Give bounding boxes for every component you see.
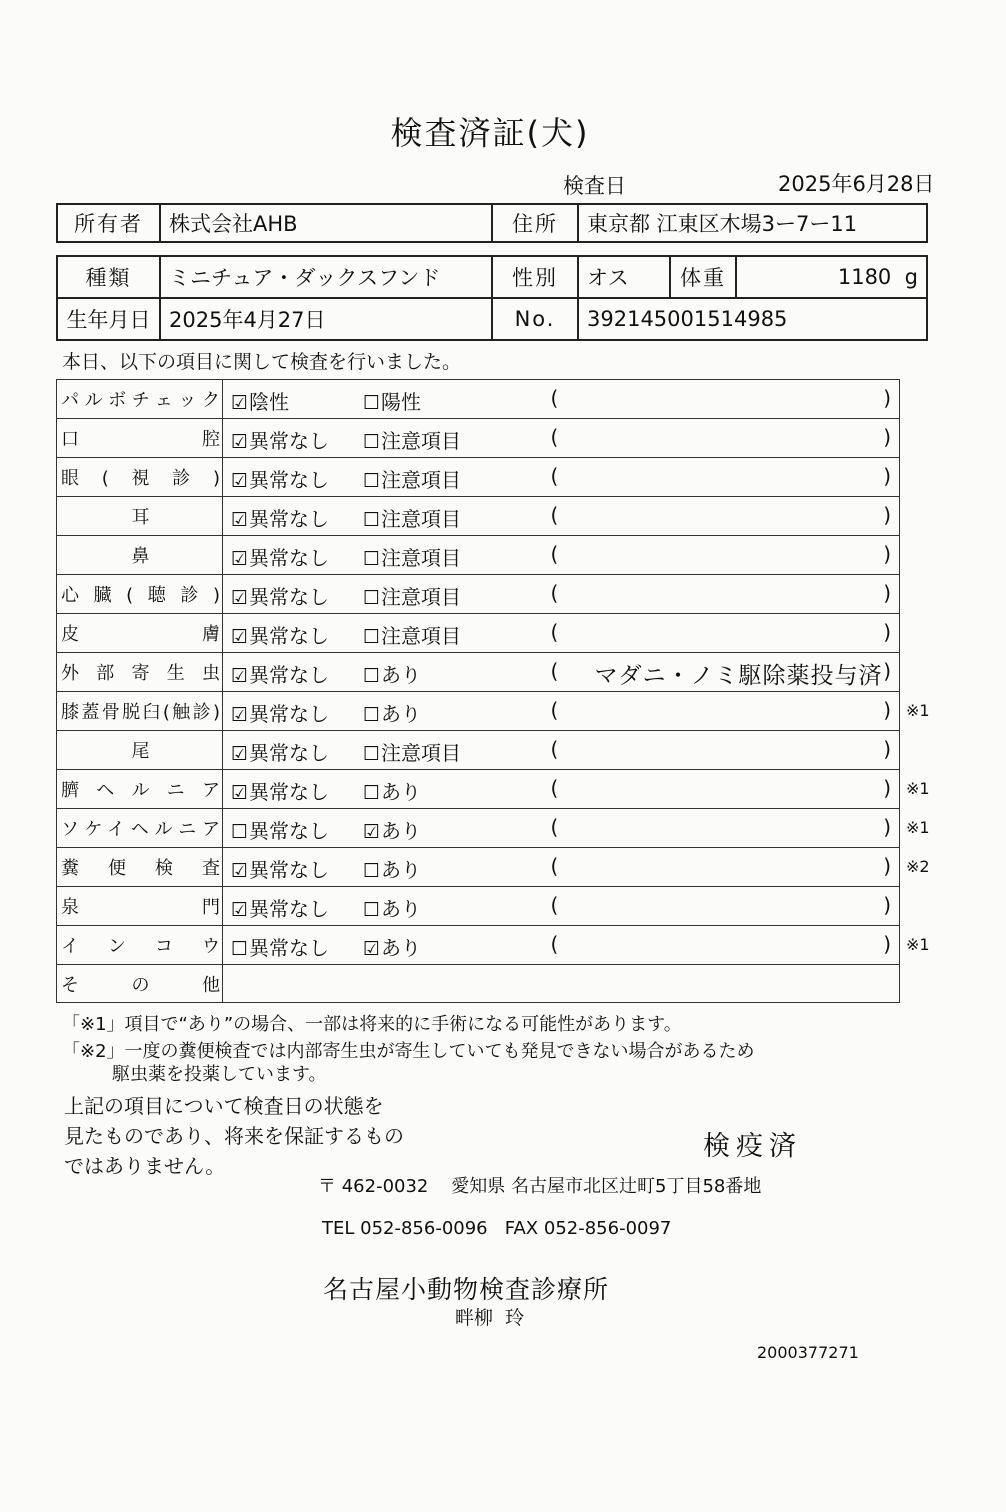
inspection-row bbox=[57, 419, 900, 458]
checkbox-icon: ☐ bbox=[363, 743, 381, 765]
number-value: 392145001514985 bbox=[578, 298, 927, 340]
inspection-remarks bbox=[551, 692, 900, 731]
weight-unit: g bbox=[904, 265, 918, 289]
address-label: 住所 bbox=[492, 204, 578, 242]
inspection-row bbox=[57, 575, 900, 614]
open-paren: ( bbox=[550, 425, 559, 449]
inspection-row bbox=[57, 770, 900, 809]
open-paren: ( bbox=[550, 581, 559, 605]
owner-label: 所有者 bbox=[57, 204, 160, 242]
checkbox-icon: ☐ bbox=[363, 782, 381, 804]
inspection-item-label: ソケイヘルニア bbox=[57, 809, 223, 848]
option-normal bbox=[231, 854, 329, 883]
checkbox-icon: ☐ bbox=[363, 392, 381, 414]
weight-value: 1180 bbox=[837, 265, 892, 289]
option-normal bbox=[231, 620, 329, 649]
checkbox-icon: ☐ bbox=[231, 821, 249, 843]
open-paren: ( bbox=[550, 893, 559, 917]
inspection-row bbox=[57, 887, 900, 926]
option-label: あり bbox=[381, 858, 422, 882]
inspection-options bbox=[223, 926, 551, 965]
footnote-mark: ※1 bbox=[906, 935, 930, 954]
option-abnormal bbox=[363, 815, 421, 844]
species-value: ミニチュア・ダックスフンド bbox=[160, 256, 492, 298]
checkbox-icon: ☑ bbox=[363, 938, 381, 960]
inspection-row bbox=[57, 497, 900, 536]
inspection-remarks bbox=[551, 653, 900, 692]
option-label: あり bbox=[381, 702, 422, 726]
inspection-row bbox=[57, 809, 900, 848]
checkbox-icon: ☑ bbox=[231, 743, 249, 765]
disclaimer: 上記の項目について検査日の状態を 見たものであり、将来を保証するもの ではありません。 bbox=[64, 1094, 404, 1178]
inspection-remarks bbox=[551, 731, 900, 770]
option-abnormal bbox=[363, 581, 461, 610]
open-paren: ( bbox=[550, 932, 559, 956]
inspection-options bbox=[223, 848, 551, 887]
footnote-mark: ※2 bbox=[906, 857, 930, 876]
inspection-remarks bbox=[551, 848, 900, 887]
checkbox-icon: ☑ bbox=[231, 899, 249, 921]
open-paren: ( bbox=[550, 659, 559, 683]
option-normal bbox=[231, 932, 329, 961]
inspection-remarks bbox=[551, 536, 900, 575]
inspection-item-label: 耳 bbox=[57, 497, 223, 536]
checkbox-icon: ☐ bbox=[363, 431, 381, 453]
veterinarian-name: 畔柳 玲 bbox=[455, 1307, 525, 1329]
weight-label: 体重 bbox=[670, 256, 736, 298]
option-label: 異常なし bbox=[249, 936, 330, 960]
intro-text: 本日、以下の項目に関して検査を行いました。 bbox=[62, 351, 462, 373]
inspection-remarks bbox=[551, 575, 900, 614]
option-label: あり bbox=[381, 936, 422, 960]
option-label: 異常なし bbox=[249, 897, 330, 921]
checkbox-icon: ☐ bbox=[363, 704, 381, 726]
option-abnormal bbox=[363, 620, 461, 649]
inspection-item-label: 鼻 bbox=[57, 536, 223, 575]
remark-text: マダニ・ノミ駆除薬投与済 bbox=[594, 663, 883, 689]
option-abnormal bbox=[363, 464, 461, 493]
inspection-item-label: 臍ヘルニア bbox=[57, 770, 223, 809]
inspection-item-label: 膝蓋骨脱臼(触診) bbox=[57, 692, 223, 731]
checkbox-icon: ☐ bbox=[363, 626, 381, 648]
footnote-2-line1: 「※2」一度の糞便検査では内部寄生虫が寄生していても発見できない場合があるため bbox=[62, 1041, 755, 1062]
option-normal bbox=[231, 464, 329, 493]
inspection-options bbox=[223, 419, 551, 458]
option-label: 陽性 bbox=[381, 390, 422, 414]
close-paren: ) bbox=[883, 659, 891, 683]
clinic-phone-fax: TEL 052-856-0096 FAX 052-856-0097 bbox=[322, 1218, 672, 1239]
weight-cell bbox=[736, 256, 927, 298]
close-paren: ) bbox=[883, 932, 891, 956]
inspection-options bbox=[223, 536, 551, 575]
birthdate-value: 2025年4月27日 bbox=[160, 298, 492, 340]
inspection-item-label: インコウ bbox=[57, 926, 223, 965]
quarantine-stamp: 検疫済 bbox=[703, 1131, 802, 1162]
close-paren: ) bbox=[883, 542, 891, 566]
number-label: No. bbox=[492, 298, 578, 340]
inspection-options bbox=[223, 575, 551, 614]
close-paren: ) bbox=[883, 776, 891, 800]
option-abnormal bbox=[363, 698, 421, 727]
footnote-mark: ※1 bbox=[906, 701, 930, 720]
checkbox-icon: ☑ bbox=[231, 860, 249, 882]
checkbox-icon: ☐ bbox=[363, 509, 381, 531]
inspection-remarks bbox=[551, 458, 900, 497]
inspection-row bbox=[57, 380, 900, 419]
inspection-options bbox=[223, 809, 551, 848]
owner-value: 株式会社AHB bbox=[160, 204, 492, 242]
open-paren: ( bbox=[550, 854, 559, 878]
inspection-remarks bbox=[551, 497, 900, 536]
inspection-row bbox=[57, 692, 900, 731]
inspection-options bbox=[223, 731, 551, 770]
other-label: その他 bbox=[57, 965, 223, 1003]
close-paren: ) bbox=[883, 464, 891, 488]
option-normal bbox=[231, 542, 329, 571]
close-paren: ) bbox=[883, 581, 891, 605]
open-paren: ( bbox=[550, 815, 559, 839]
open-paren: ( bbox=[550, 620, 559, 644]
option-normal bbox=[231, 503, 329, 532]
option-label: 注意項目 bbox=[381, 741, 462, 765]
option-label: あり bbox=[381, 780, 422, 804]
inspection-item-label: パルボチェック bbox=[57, 380, 223, 419]
inspection-remarks bbox=[551, 419, 900, 458]
open-paren: ( bbox=[550, 737, 559, 761]
option-abnormal bbox=[363, 776, 421, 805]
checkbox-icon: ☐ bbox=[363, 665, 381, 687]
option-label: 異常なし bbox=[249, 741, 330, 765]
inspection-item-label: 皮膚 bbox=[57, 614, 223, 653]
option-label: あり bbox=[381, 819, 422, 843]
owner-table bbox=[56, 203, 928, 243]
clinic-name: 名古屋小動物検査診療所 bbox=[323, 1275, 610, 1304]
checkbox-icon: ☐ bbox=[231, 938, 249, 960]
inspection-row bbox=[57, 536, 900, 575]
inspection-item-label: 外部寄生虫 bbox=[57, 653, 223, 692]
species-label: 種類 bbox=[57, 256, 160, 298]
checkbox-icon: ☑ bbox=[231, 392, 249, 414]
inspection-row bbox=[57, 614, 900, 653]
option-normal bbox=[231, 815, 329, 844]
option-label: 異常なし bbox=[249, 507, 330, 531]
option-normal bbox=[231, 659, 329, 688]
serial-number: 2000377271 bbox=[757, 1343, 859, 1362]
option-normal bbox=[231, 737, 329, 766]
inspection-remarks bbox=[551, 809, 900, 848]
open-paren: ( bbox=[550, 542, 559, 566]
inspection-options bbox=[223, 458, 551, 497]
checkbox-icon: ☑ bbox=[231, 470, 249, 492]
option-label: 異常なし bbox=[249, 780, 330, 804]
option-abnormal bbox=[363, 659, 421, 688]
option-label: 注意項目 bbox=[381, 468, 462, 492]
checkbox-icon: ☑ bbox=[231, 626, 249, 648]
option-normal bbox=[231, 776, 329, 805]
checkbox-icon: ☐ bbox=[363, 548, 381, 570]
inspection-row bbox=[57, 458, 900, 497]
inspection-item-label: 尾 bbox=[57, 731, 223, 770]
option-normal bbox=[231, 581, 329, 610]
checkbox-icon: ☑ bbox=[363, 821, 381, 843]
option-label: 注意項目 bbox=[381, 546, 462, 570]
checkbox-icon: ☑ bbox=[231, 665, 249, 687]
option-label: 異常なし bbox=[249, 624, 330, 648]
option-label: 異常なし bbox=[249, 663, 330, 687]
footnote-1: 「※1」項目で“あり”の場合、一部は将来的に手術になる可能性があります。 bbox=[62, 1014, 682, 1035]
document-title: 検査済証(犬) bbox=[390, 114, 590, 152]
option-label: 異常なし bbox=[249, 702, 330, 726]
option-label: あり bbox=[381, 663, 422, 687]
inspection-item-label: 心臓(聴診) bbox=[57, 575, 223, 614]
option-normal bbox=[231, 425, 329, 454]
birthdate-label: 生年月日 bbox=[57, 298, 160, 340]
option-label: 異常なし bbox=[249, 546, 330, 570]
close-paren: ) bbox=[883, 503, 891, 527]
option-abnormal bbox=[363, 425, 461, 454]
inspection-item-label: 糞便検査 bbox=[57, 848, 223, 887]
option-normal bbox=[231, 698, 329, 727]
inspection-options bbox=[223, 770, 551, 809]
inspection-remarks bbox=[551, 380, 900, 419]
open-paren: ( bbox=[550, 386, 559, 410]
checkbox-icon: ☑ bbox=[231, 704, 249, 726]
inspection-options bbox=[223, 653, 551, 692]
inspection-options bbox=[223, 614, 551, 653]
sex-value: オス bbox=[578, 256, 670, 298]
sex-label: 性別 bbox=[492, 256, 578, 298]
inspection-table bbox=[56, 379, 900, 1003]
checkbox-icon: ☑ bbox=[231, 431, 249, 453]
option-label: 異常なし bbox=[249, 468, 330, 492]
inspection-remarks bbox=[551, 926, 900, 965]
option-abnormal bbox=[363, 386, 421, 415]
option-normal bbox=[231, 893, 329, 922]
clinic-address: 〒 462-0032 愛知県 名古屋市北区辻町5丁目58番地 bbox=[318, 1176, 762, 1197]
close-paren: ) bbox=[883, 893, 891, 917]
inspection-item-label: 眼(視診) bbox=[57, 458, 223, 497]
checkbox-icon: ☐ bbox=[363, 470, 381, 492]
inspection-row bbox=[57, 848, 900, 887]
open-paren: ( bbox=[550, 776, 559, 800]
option-abnormal bbox=[363, 854, 421, 883]
open-paren: ( bbox=[550, 503, 559, 527]
inspection-remarks bbox=[551, 770, 900, 809]
checkbox-icon: ☐ bbox=[363, 587, 381, 609]
option-label: 異常なし bbox=[249, 429, 330, 453]
close-paren: ) bbox=[883, 425, 891, 449]
close-paren: ) bbox=[883, 698, 891, 722]
close-paren: ) bbox=[883, 815, 891, 839]
option-label: 異常なし bbox=[249, 858, 330, 882]
inspection-row-other bbox=[57, 965, 900, 1003]
checkbox-icon: ☐ bbox=[363, 899, 381, 921]
checkbox-icon: ☐ bbox=[363, 860, 381, 882]
inspection-item-label: 口腔 bbox=[57, 419, 223, 458]
checkbox-icon: ☑ bbox=[231, 587, 249, 609]
inspection-row bbox=[57, 926, 900, 965]
option-label: 陰性 bbox=[249, 390, 290, 414]
checkbox-icon: ☑ bbox=[231, 782, 249, 804]
option-abnormal bbox=[363, 893, 421, 922]
checkbox-icon: ☑ bbox=[231, 509, 249, 531]
option-normal bbox=[231, 386, 289, 415]
close-paren: ) bbox=[883, 737, 891, 761]
footnote-2-line2: 駆虫薬を投薬しています。 bbox=[112, 1064, 327, 1085]
option-label: あり bbox=[381, 897, 422, 921]
option-label: 注意項目 bbox=[381, 624, 462, 648]
open-paren: ( bbox=[550, 464, 559, 488]
inspection-options bbox=[223, 692, 551, 731]
inspection-date-label: 検査日 bbox=[563, 174, 626, 198]
inspection-remarks bbox=[551, 614, 900, 653]
option-abnormal bbox=[363, 503, 461, 532]
open-paren: ( bbox=[550, 698, 559, 722]
close-paren: ) bbox=[883, 854, 891, 878]
address-value: 東京都 江東区木場3ー7ー11 bbox=[578, 204, 927, 242]
inspection-date-value: 2025年6月28日 bbox=[778, 172, 935, 196]
option-abnormal bbox=[363, 932, 421, 961]
other-value bbox=[223, 965, 900, 1003]
footnote-mark: ※1 bbox=[906, 779, 930, 798]
option-label: 注意項目 bbox=[381, 429, 462, 453]
checkbox-icon: ☑ bbox=[231, 548, 249, 570]
option-label: 異常なし bbox=[249, 585, 330, 609]
option-label: 注意項目 bbox=[381, 507, 462, 531]
inspection-row bbox=[57, 731, 900, 770]
close-paren: ) bbox=[883, 620, 891, 644]
close-paren: ) bbox=[883, 386, 891, 410]
inspection-remarks bbox=[551, 887, 900, 926]
inspection-options bbox=[223, 887, 551, 926]
inspection-item-label: 泉門 bbox=[57, 887, 223, 926]
animal-table bbox=[56, 255, 928, 341]
inspection-options bbox=[223, 380, 551, 419]
option-label: 注意項目 bbox=[381, 585, 462, 609]
option-abnormal bbox=[363, 737, 461, 766]
footnote-mark: ※1 bbox=[906, 818, 930, 837]
option-label: 異常なし bbox=[249, 819, 330, 843]
inspection-options bbox=[223, 497, 551, 536]
inspection-row bbox=[57, 653, 900, 692]
option-abnormal bbox=[363, 542, 461, 571]
